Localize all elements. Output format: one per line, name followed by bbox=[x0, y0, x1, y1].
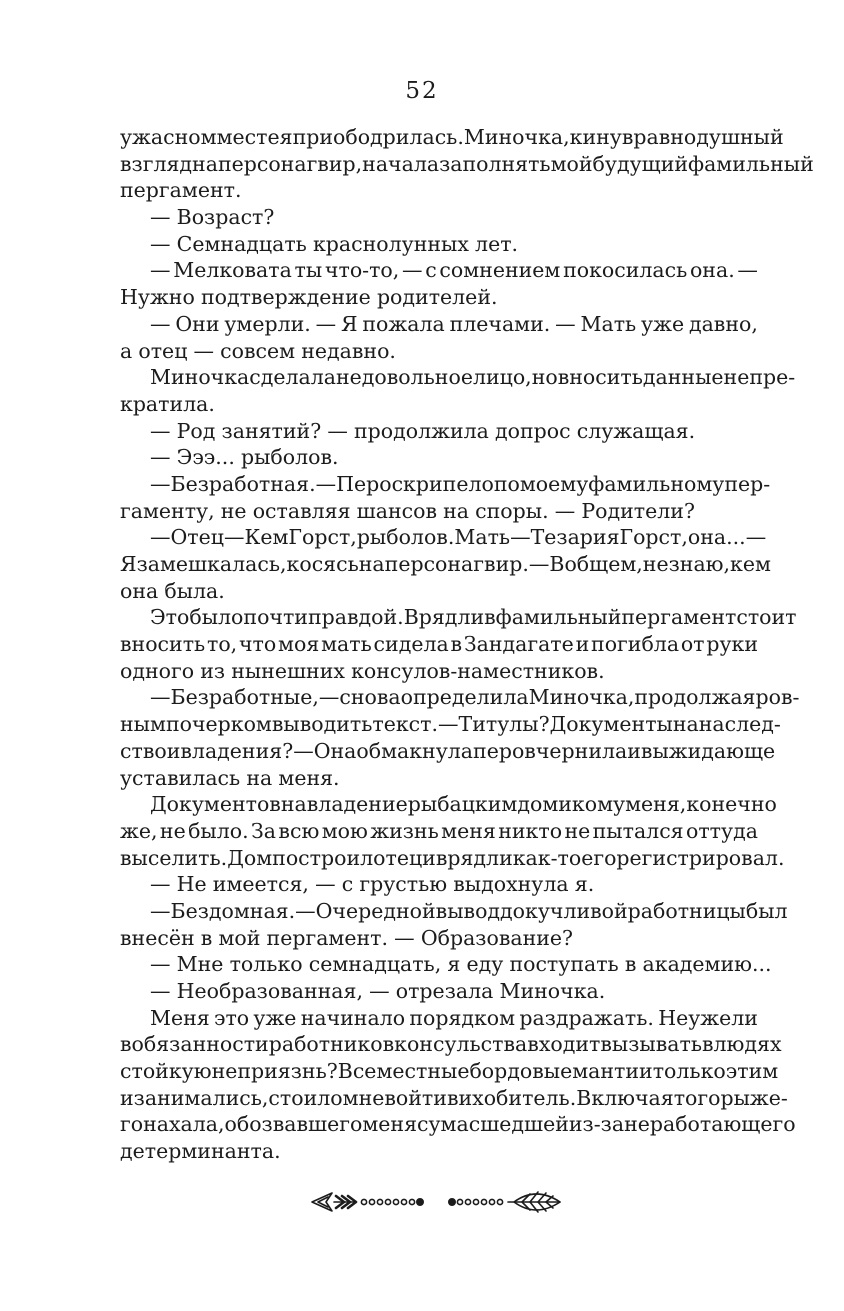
text-line: — Бездомная. — Очередной вывод докучливой работницы был bbox=[150, 898, 788, 923]
text-line: пергамент. bbox=[120, 178, 242, 203]
text-line: и занимались, стоило мне войти в их обитель. Включая того рыже- bbox=[120, 1085, 788, 1110]
arrow-crescent-divider-icon bbox=[308, 1180, 564, 1224]
text-line: Меня это уже начинало порядком раздражать. Неужели bbox=[150, 1005, 758, 1030]
text-line: взгляд на персонагвир, начала заполнять мой будущий фамильный bbox=[120, 151, 814, 176]
text-line: стойкую неприязнь? Все местные бордовые мантии только этим bbox=[120, 1059, 779, 1084]
text-line: го нахала, обозвавшего меня сумасшедшей из-за неработающего bbox=[120, 1112, 796, 1137]
text-line: Нужно подтверждение родителей. bbox=[120, 285, 498, 310]
text-line: ужасном месте я приободрилась. Миночка, кинув равнодушный bbox=[120, 125, 784, 149]
text-line: Я замешкалась, косясь на персонагвир. — В общем, не знаю, кем bbox=[120, 552, 771, 576]
body-text bbox=[120, 124, 814, 1165]
text-line: — Род занятий? — продолжила допрос служащая. bbox=[150, 418, 696, 443]
text-line: — Возраст? bbox=[150, 205, 275, 230]
text-line: — Безработные, — снова определила Миночка, продолжая ров- bbox=[150, 685, 800, 710]
text-line: — Отец — Кем Горст, рыболов. Мать — Тезария Горст, она... — bbox=[150, 525, 767, 550]
text-line: Документов на владение рыбацким домиком у меня, конечно bbox=[150, 792, 777, 817]
page-number: 52 bbox=[405, 78, 439, 104]
text-line: Миночка сделала недовольное лицо, но вносить данные не пре- bbox=[150, 365, 796, 390]
text-line: а отец — совсем недавно. bbox=[120, 338, 396, 363]
text-line: детерминанта. bbox=[120, 1139, 281, 1164]
text-line: в обязанности работников консульства входит вызывать в людях bbox=[120, 1032, 782, 1057]
text-line: выселить. Дом построил отец и вряд ли как-то его регистрировал. bbox=[120, 845, 785, 870]
text-line: — Эээ... рыболов. bbox=[150, 445, 339, 470]
text-line: — Мелковата ты что-то, — с сомнением покосилась она. — bbox=[150, 258, 758, 283]
text-line: — Безработная. — Перо скрипело по моему фамильному пер- bbox=[150, 471, 771, 496]
text-line: — Мне только семнадцать, я еду поступать в академию... bbox=[150, 952, 772, 977]
text-line: она была. bbox=[120, 578, 225, 603]
text-line: внесён в мой пергамент. — Образование? bbox=[120, 925, 574, 950]
text-line: же, не было. За всю мою жизнь меня никто не пытался оттуда bbox=[120, 818, 758, 843]
text-line: уставилась на меня. bbox=[120, 765, 340, 790]
text-line: гаменту, не оставляя шансов на споры. — Родители? bbox=[120, 498, 695, 523]
text-line: — Семнадцать краснолунных лет. bbox=[150, 231, 519, 256]
text-line: кратила. bbox=[120, 391, 215, 416]
text-line: ным почерком выводить текст. — Титулы? Документы на наслед- bbox=[120, 712, 781, 737]
text-line: — Они умерли. — Я пожала плечами. — Мать уже давно, bbox=[150, 311, 758, 336]
text-line: — Необразованная, — отрезала Миночка. bbox=[150, 979, 606, 1003]
text-line: вносить то, что моя мать сидела в Зандагате и погибла от руки bbox=[120, 632, 758, 657]
text-line: ство и владения? — Она обмакнула перо в чернила и выжидающе bbox=[120, 738, 776, 763]
text-line: одного из нынешних консулов-наместников. bbox=[120, 658, 605, 683]
text-line: Это было почти правдой. Вряд ли в фамильный пергамент стоит bbox=[150, 605, 797, 630]
text-line: — Не имеется, — с грустью выдохнула я. bbox=[150, 872, 595, 897]
